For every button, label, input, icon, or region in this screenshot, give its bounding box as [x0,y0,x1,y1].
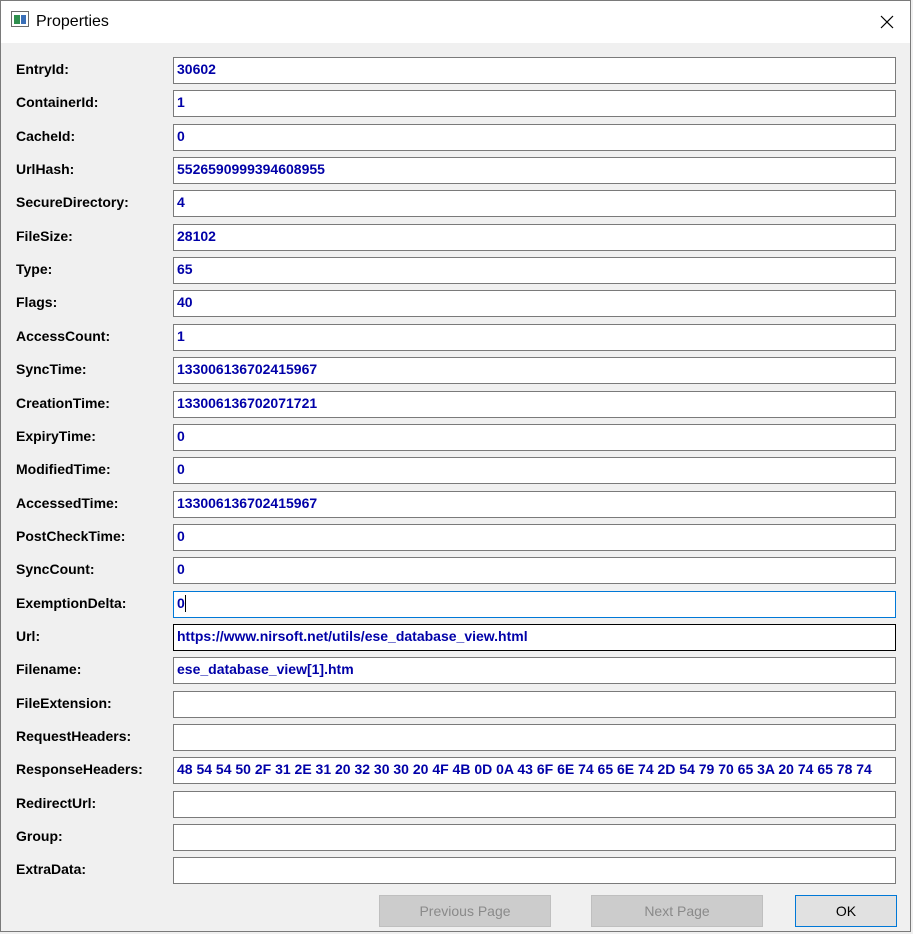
value-flags: 40 [177,294,193,310]
previous-page-button[interactable]: Previous Page [379,895,551,927]
close-icon [880,15,894,29]
field-sync-count[interactable] [173,557,896,584]
value-response-headers: 48 54 54 50 2F 31 2E 31 20 32 30 30 20 4F 4B 0D 0A 43 6F 6E 74 65 6E 74 2D 54 79 70 65 3A 20 74 65 78 74 [177,761,872,777]
field-exemption-delta[interactable] [173,591,896,618]
field-url[interactable] [173,624,896,651]
row-accessed-time [1,491,910,520]
field-redirect-url[interactable] [173,791,896,818]
label-extra-data: ExtraData: [16,861,87,877]
row-creation-time [1,391,910,420]
row-container-id [1,90,910,119]
label-accessed-time: AccessedTime: [16,495,119,511]
field-group[interactable] [173,824,896,851]
window-title: Properties [36,13,109,30]
row-access-count [1,324,910,353]
field-creation-time[interactable] [173,391,896,418]
label-response-headers: ResponseHeaders: [16,761,143,777]
label-modified-time: ModifiedTime: [16,461,111,477]
label-secure-directory: SecureDirectory: [16,194,129,210]
value-secure-directory: 4 [177,194,185,210]
label-container-id: ContainerId: [16,94,99,110]
value-url: https://www.nirsoft.net/utils/ese_database_view.html [177,628,528,644]
field-response-headers[interactable] [173,757,896,784]
row-exemption-delta [1,591,910,620]
text-caret [185,595,186,612]
row-expiry-time [1,424,910,453]
value-exemption-delta: 0 [177,595,185,611]
label-access-count: AccessCount: [16,328,111,344]
value-type: 65 [177,261,193,277]
value-modified-time: 0 [177,461,185,477]
value-sync-count: 0 [177,561,185,577]
label-cache-id: CacheId: [16,128,76,144]
title-bar [1,1,910,43]
value-post-check-time: 0 [177,528,185,544]
label-url: Url: [16,628,41,644]
row-file-size [1,224,910,253]
field-filename[interactable] [173,657,896,684]
ok-button[interactable]: OK [795,895,897,927]
field-cache-id[interactable] [173,124,896,151]
value-cache-id: 0 [177,128,185,144]
row-sync-count [1,557,910,586]
properties-app-icon [11,11,29,27]
label-sync-count: SyncCount: [16,561,95,577]
value-expiry-time: 0 [177,428,185,444]
field-expiry-time[interactable] [173,424,896,451]
field-request-headers[interactable] [173,724,896,751]
field-extra-data[interactable] [173,857,896,884]
field-file-extension[interactable] [173,691,896,718]
row-extra-data [1,857,910,886]
label-exemption-delta: ExemptionDelta: [16,595,127,611]
label-file-extension: FileExtension: [16,695,112,711]
row-response-headers [1,757,910,786]
field-container-id[interactable] [173,90,896,117]
value-container-id: 1 [177,94,185,110]
field-sync-time[interactable] [173,357,896,384]
value-access-count: 1 [177,328,185,344]
label-creation-time: CreationTime: [16,395,110,411]
label-post-check-time: PostCheckTime: [16,528,126,544]
label-entry-id: EntryId: [16,61,69,77]
field-accessed-time[interactable] [173,491,896,518]
next-page-button[interactable]: Next Page [591,895,763,927]
value-entry-id: 30602 [177,61,216,77]
row-filename [1,657,910,686]
field-access-count[interactable] [173,324,896,351]
row-file-extension [1,691,910,720]
close-button[interactable] [872,7,902,37]
value-filename: ese_database_view[1].htm [177,661,354,677]
field-file-size[interactable] [173,224,896,251]
field-entry-id[interactable] [173,57,896,84]
row-entry-id [1,57,910,86]
field-secure-directory[interactable] [173,190,896,217]
value-url-hash: 5526590999394608955 [177,161,325,177]
row-url [1,624,910,653]
label-sync-time: SyncTime: [16,361,87,377]
field-url-hash[interactable] [173,157,896,184]
row-type [1,257,910,286]
row-sync-time [1,357,910,386]
field-flags[interactable] [173,290,896,317]
row-url-hash [1,157,910,186]
value-accessed-time: 133006136702415967 [177,495,318,511]
value-file-size: 28102 [177,228,216,244]
value-sync-time: 133006136702415967 [177,361,318,377]
field-post-check-time[interactable] [173,524,896,551]
row-flags [1,290,910,319]
label-filename: Filename: [16,661,82,677]
label-file-size: FileSize: [16,228,73,244]
row-secure-directory [1,190,910,219]
row-cache-id [1,124,910,153]
field-type[interactable] [173,257,896,284]
row-request-headers [1,724,910,753]
label-group: Group: [16,828,63,844]
value-creation-time: 133006136702071721 [177,395,318,411]
label-url-hash: UrlHash: [16,161,75,177]
row-post-check-time [1,524,910,553]
label-flags: Flags: [16,294,58,310]
field-modified-time[interactable] [173,457,896,484]
row-modified-time [1,457,910,486]
label-expiry-time: ExpiryTime: [16,428,96,444]
label-request-headers: RequestHeaders: [16,728,132,744]
row-group [1,824,910,853]
label-type: Type: [16,261,53,277]
label-redirect-url: RedirectUrl: [16,795,97,811]
row-redirect-url [1,791,910,820]
